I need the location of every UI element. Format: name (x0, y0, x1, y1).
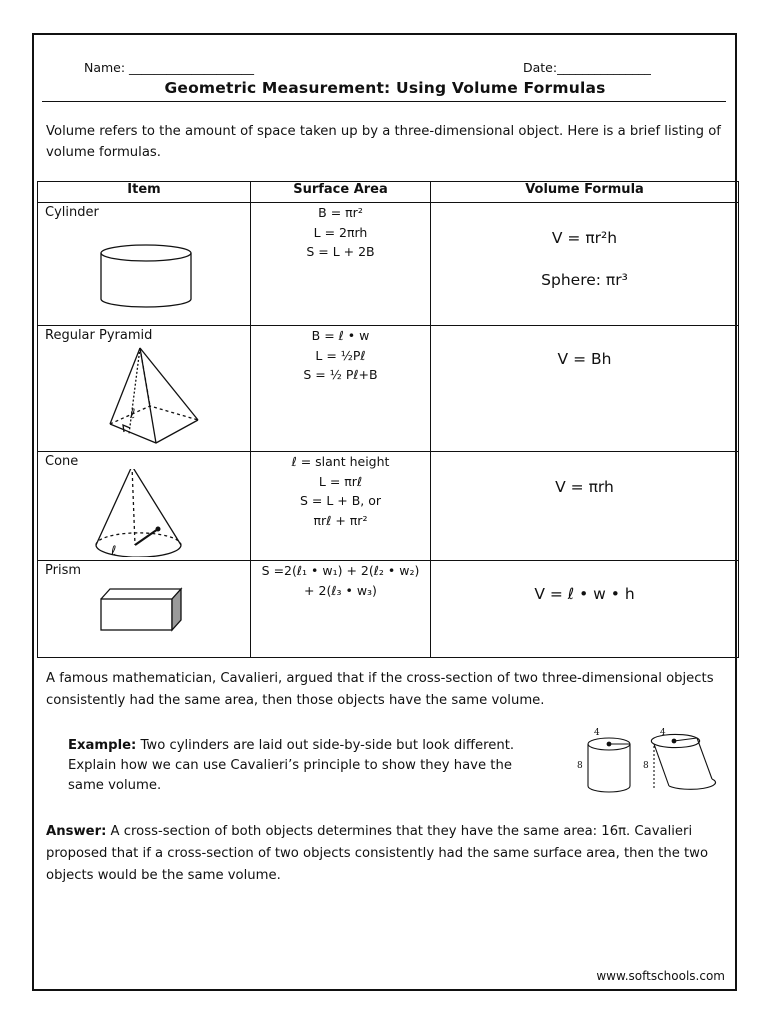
header-surface-area: Surface Area (251, 182, 431, 203)
answer-text: A cross-section of both objects determines that they have the same area: 16π. Cavalieri proposed that if a cross-section of two objects consistently had the same surface area, then the two objects would be the same volume. (46, 824, 709, 883)
table-row (38, 203, 739, 326)
cylinder-b-height-label: 8 (643, 761, 649, 771)
prism-top (101, 589, 181, 599)
pyramid-edge (140, 348, 198, 420)
cone-figure (38, 469, 248, 557)
volume-formula: V = πr²h (551, 229, 618, 247)
formula-line: S = L + B, or (299, 493, 382, 508)
surface-area-cell (251, 561, 431, 658)
item-name: Cone (45, 454, 79, 469)
answer-label: Answer: (46, 824, 107, 839)
surface-area-cell (251, 326, 431, 452)
volume-cell (431, 452, 739, 561)
formula-line: πrℓ + πr² (313, 512, 368, 528)
cylinder-bottom (101, 299, 191, 307)
page-title: Geometric Measurement: Using Volume Formulas (164, 79, 606, 97)
cylinder-a-height-label: 8 (577, 761, 583, 771)
intro-text: Volume refers to the amount of space taken up by a three-dimensional object. Here is a brief listing of volume formulas. (46, 124, 721, 160)
formula-line: + 2(ℓ₃ • w₃) (304, 582, 377, 598)
formula-line: B = ℓ • w (311, 328, 370, 343)
item-cell (38, 452, 251, 561)
cylinder-figure (38, 220, 248, 315)
prism-figure (38, 578, 248, 650)
volume-table (37, 181, 739, 658)
cylinder-top (101, 245, 191, 261)
example-text: Two cylinders are laid out side-by-side but look different. Explain how we can use Cavalieri’s principle to show they have the same volume. (68, 738, 515, 793)
cylinder-a-radius-label: 4 (594, 728, 600, 738)
footer-site: www.softschools.com (596, 969, 725, 983)
volume-cell (431, 203, 739, 326)
surface-area-cell (251, 203, 431, 326)
volume-cell (431, 326, 739, 452)
volume-extra: Sphere: πr³ (541, 271, 628, 289)
name-field: Name: ____________________ (84, 60, 255, 75)
formula-line: S = ½ Pℓ+B (303, 367, 378, 382)
volume-formula: V = πrh (555, 478, 614, 496)
formula-line: L = ½Pℓ (315, 347, 366, 363)
formula-line: S =2(ℓ₁ • w₁) + 2(ℓ₂ • w₂) (261, 563, 420, 578)
surface-area-cell (251, 452, 431, 561)
cone-height (132, 469, 135, 545)
cone-base-front (96, 545, 181, 557)
formula-line: ℓ = slant height (291, 454, 390, 469)
formula-line: S = L + 2B (306, 244, 375, 259)
answer-block (46, 821, 736, 887)
header-item: Item (38, 182, 251, 203)
pyramid-figure (38, 343, 248, 448)
prism-front (101, 599, 172, 630)
item-cell (38, 203, 251, 326)
item-name: Regular Pyramid (45, 328, 153, 343)
volume-formula: V = Bh (557, 350, 612, 368)
table-row (38, 326, 739, 452)
volume-cell (431, 561, 739, 658)
pyramid-base-hidden (110, 406, 198, 424)
item-name: Prism (45, 563, 82, 578)
item-cell (38, 561, 251, 658)
date-field: Date:_______________ (523, 60, 651, 75)
pyramid-slant-label: ℓ (130, 407, 136, 422)
example-block (68, 736, 538, 796)
table-row (38, 452, 739, 561)
formula-line: L = πrℓ (318, 473, 363, 489)
table-row (38, 561, 739, 658)
cone-center-dot (156, 527, 161, 532)
cone-radius (135, 529, 158, 545)
cavalieri-cylinders-figure (572, 726, 732, 798)
prism-side (172, 589, 181, 630)
volume-formula: V = ℓ • w • h (534, 585, 635, 603)
header-volume-formula: Volume Formula (431, 182, 739, 203)
pyramid-edge (110, 348, 140, 424)
cone-sides (96, 469, 181, 545)
item-cell (38, 326, 251, 452)
formula-line: B = πr² (318, 205, 363, 220)
title-rule (42, 101, 726, 102)
item-name: Cylinder (45, 205, 99, 220)
cylinder-b-radius-label: 4 (660, 728, 666, 738)
example-label: Example: (68, 738, 137, 753)
cavalieri-text: A famous mathematician, Cavalieri, argued that if the cross-section of two three-dimensional objects consistently had the same area, then those objects have the same volume. (46, 671, 714, 708)
formula-line: L = 2πrh (313, 224, 368, 240)
cone-slant-label: ℓ (111, 544, 117, 557)
